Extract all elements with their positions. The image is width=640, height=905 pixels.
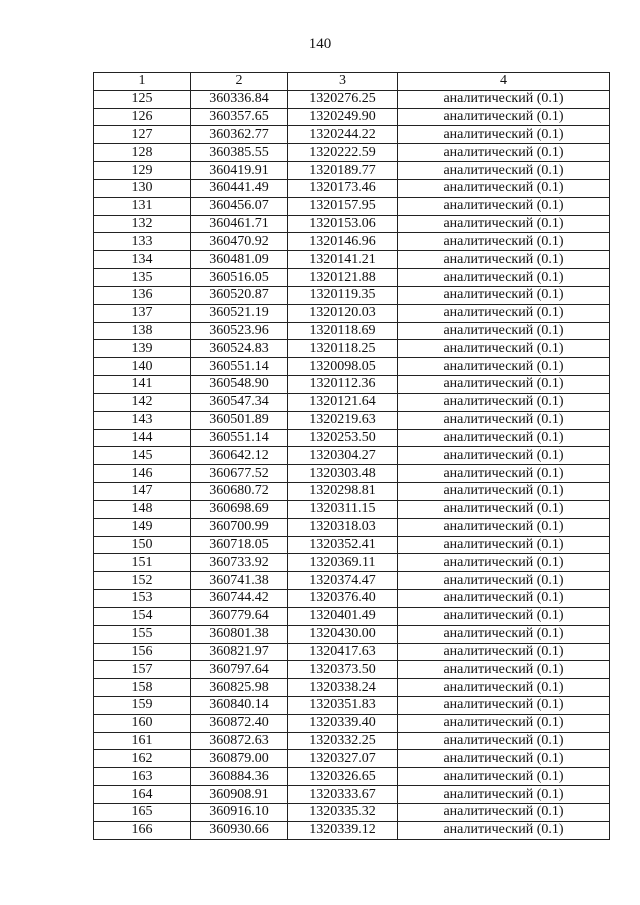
- x-coordinate-cell: 360336.84: [191, 90, 288, 108]
- y-coordinate-cell: 1320120.03: [288, 304, 398, 322]
- row-number-cell: 151: [94, 554, 191, 572]
- method-cell: аналитический (0.1): [398, 376, 610, 394]
- table-row: [94, 803, 610, 821]
- x-coordinate-cell: 360456.07: [191, 197, 288, 215]
- table-row: [94, 590, 610, 608]
- table-row: [94, 411, 610, 429]
- x-coordinate-cell: 360872.63: [191, 732, 288, 750]
- method-cell: аналитический (0.1): [398, 732, 610, 750]
- table-row: [94, 358, 610, 376]
- table-row: [94, 572, 610, 590]
- method-cell: аналитический (0.1): [398, 821, 610, 839]
- table-header-row: [94, 73, 610, 91]
- y-coordinate-cell: 1320332.25: [288, 732, 398, 750]
- table-row: [94, 322, 610, 340]
- x-coordinate-cell: 360441.49: [191, 179, 288, 197]
- x-coordinate-cell: 360677.52: [191, 465, 288, 483]
- coordinates-table: [93, 72, 610, 840]
- x-coordinate-cell: 360357.65: [191, 108, 288, 126]
- method-cell: аналитический (0.1): [398, 572, 610, 590]
- table-row: [94, 286, 610, 304]
- row-number-cell: 149: [94, 518, 191, 536]
- x-coordinate-cell: 360501.89: [191, 411, 288, 429]
- method-cell: аналитический (0.1): [398, 251, 610, 269]
- y-coordinate-cell: 1320157.95: [288, 197, 398, 215]
- y-coordinate-cell: 1320303.48: [288, 465, 398, 483]
- table-row: [94, 786, 610, 804]
- y-coordinate-cell: 1320146.96: [288, 233, 398, 251]
- table-row: [94, 376, 610, 394]
- row-number-cell: 155: [94, 625, 191, 643]
- row-number-cell: 145: [94, 447, 191, 465]
- y-coordinate-cell: 1320298.81: [288, 483, 398, 501]
- x-coordinate-cell: 360642.12: [191, 447, 288, 465]
- method-cell: аналитический (0.1): [398, 803, 610, 821]
- row-number-cell: 150: [94, 536, 191, 554]
- row-number-cell: 157: [94, 661, 191, 679]
- row-number-cell: 126: [94, 108, 191, 126]
- y-coordinate-cell: 1320374.47: [288, 572, 398, 590]
- method-cell: аналитический (0.1): [398, 643, 610, 661]
- row-number-cell: 148: [94, 500, 191, 518]
- method-cell: аналитический (0.1): [398, 197, 610, 215]
- y-coordinate-cell: 1320326.65: [288, 768, 398, 786]
- method-cell: аналитический (0.1): [398, 90, 610, 108]
- method-cell: аналитический (0.1): [398, 162, 610, 180]
- table-row: [94, 144, 610, 162]
- row-number-cell: 129: [94, 162, 191, 180]
- method-cell: аналитический (0.1): [398, 590, 610, 608]
- row-number-cell: 139: [94, 340, 191, 358]
- table-row: [94, 162, 610, 180]
- method-cell: аналитический (0.1): [398, 786, 610, 804]
- y-coordinate-cell: 1320121.88: [288, 269, 398, 287]
- row-number-cell: 132: [94, 215, 191, 233]
- row-number-cell: 158: [94, 679, 191, 697]
- row-number-cell: 160: [94, 714, 191, 732]
- x-coordinate-cell: 360718.05: [191, 536, 288, 554]
- x-coordinate-cell: 360872.40: [191, 714, 288, 732]
- row-number-cell: 134: [94, 251, 191, 269]
- row-number-cell: 140: [94, 358, 191, 376]
- x-coordinate-cell: 360520.87: [191, 286, 288, 304]
- row-number-cell: 141: [94, 376, 191, 394]
- table-row: [94, 661, 610, 679]
- y-coordinate-cell: 1320352.41: [288, 536, 398, 554]
- method-cell: аналитический (0.1): [398, 233, 610, 251]
- table-row: [94, 340, 610, 358]
- method-cell: аналитический (0.1): [398, 714, 610, 732]
- row-number-cell: 138: [94, 322, 191, 340]
- row-number-cell: 144: [94, 429, 191, 447]
- x-coordinate-cell: 360801.38: [191, 625, 288, 643]
- table-row: [94, 643, 610, 661]
- row-number-cell: 146: [94, 465, 191, 483]
- method-cell: аналитический (0.1): [398, 322, 610, 340]
- y-coordinate-cell: 1320430.00: [288, 625, 398, 643]
- row-number-cell: 162: [94, 750, 191, 768]
- y-coordinate-cell: 1320369.11: [288, 554, 398, 572]
- table-body: [94, 90, 610, 839]
- y-coordinate-cell: 1320318.03: [288, 518, 398, 536]
- x-coordinate-cell: 360419.91: [191, 162, 288, 180]
- table-row: [94, 429, 610, 447]
- column-header: 2: [191, 73, 288, 91]
- table-row: [94, 821, 610, 839]
- method-cell: аналитический (0.1): [398, 126, 610, 144]
- table-row: [94, 732, 610, 750]
- y-coordinate-cell: 1320401.49: [288, 607, 398, 625]
- x-coordinate-cell: 360821.97: [191, 643, 288, 661]
- x-coordinate-cell: 360733.92: [191, 554, 288, 572]
- table-row: [94, 269, 610, 287]
- x-coordinate-cell: 360884.36: [191, 768, 288, 786]
- x-coordinate-cell: 360551.14: [191, 358, 288, 376]
- y-coordinate-cell: 1320219.63: [288, 411, 398, 429]
- column-header: 3: [288, 73, 398, 91]
- x-coordinate-cell: 360521.19: [191, 304, 288, 322]
- row-number-cell: 135: [94, 269, 191, 287]
- y-coordinate-cell: 1320333.67: [288, 786, 398, 804]
- table-row: [94, 750, 610, 768]
- x-coordinate-cell: 360385.55: [191, 144, 288, 162]
- method-cell: аналитический (0.1): [398, 696, 610, 714]
- method-cell: аналитический (0.1): [398, 286, 610, 304]
- table-row: [94, 197, 610, 215]
- y-coordinate-cell: 1320351.83: [288, 696, 398, 714]
- x-coordinate-cell: 360524.83: [191, 340, 288, 358]
- method-cell: аналитический (0.1): [398, 768, 610, 786]
- table-row: [94, 304, 610, 322]
- y-coordinate-cell: 1320327.07: [288, 750, 398, 768]
- row-number-cell: 147: [94, 483, 191, 501]
- row-number-cell: 133: [94, 233, 191, 251]
- method-cell: аналитический (0.1): [398, 304, 610, 322]
- method-cell: аналитический (0.1): [398, 144, 610, 162]
- y-coordinate-cell: 1320376.40: [288, 590, 398, 608]
- method-cell: аналитический (0.1): [398, 429, 610, 447]
- y-coordinate-cell: 1320311.15: [288, 500, 398, 518]
- method-cell: аналитический (0.1): [398, 108, 610, 126]
- table-row: [94, 536, 610, 554]
- method-cell: аналитический (0.1): [398, 679, 610, 697]
- table-row: [94, 90, 610, 108]
- table-row: [94, 393, 610, 411]
- row-number-cell: 130: [94, 179, 191, 197]
- table-row: [94, 607, 610, 625]
- y-coordinate-cell: 1320118.25: [288, 340, 398, 358]
- x-coordinate-cell: 360551.14: [191, 429, 288, 447]
- x-coordinate-cell: 360547.34: [191, 393, 288, 411]
- row-number-cell: 165: [94, 803, 191, 821]
- row-number-cell: 161: [94, 732, 191, 750]
- row-number-cell: 153: [94, 590, 191, 608]
- table-row: [94, 108, 610, 126]
- row-number-cell: 127: [94, 126, 191, 144]
- table-row: [94, 126, 610, 144]
- x-coordinate-cell: 360779.64: [191, 607, 288, 625]
- table-row: [94, 554, 610, 572]
- y-coordinate-cell: 1320141.21: [288, 251, 398, 269]
- row-number-cell: 154: [94, 607, 191, 625]
- row-number-cell: 125: [94, 90, 191, 108]
- table-row: [94, 447, 610, 465]
- y-coordinate-cell: 1320189.77: [288, 162, 398, 180]
- y-coordinate-cell: 1320304.27: [288, 447, 398, 465]
- y-coordinate-cell: 1320373.50: [288, 661, 398, 679]
- y-coordinate-cell: 1320244.22: [288, 126, 398, 144]
- table-row: [94, 679, 610, 697]
- method-cell: аналитический (0.1): [398, 179, 610, 197]
- table-row: [94, 233, 610, 251]
- row-number-cell: 137: [94, 304, 191, 322]
- method-cell: аналитический (0.1): [398, 465, 610, 483]
- method-cell: аналитический (0.1): [398, 661, 610, 679]
- row-number-cell: 163: [94, 768, 191, 786]
- method-cell: аналитический (0.1): [398, 607, 610, 625]
- x-coordinate-cell: 360680.72: [191, 483, 288, 501]
- method-cell: аналитический (0.1): [398, 358, 610, 376]
- y-coordinate-cell: 1320417.63: [288, 643, 398, 661]
- y-coordinate-cell: 1320112.36: [288, 376, 398, 394]
- column-header: 1: [94, 73, 191, 91]
- y-coordinate-cell: 1320118.69: [288, 322, 398, 340]
- x-coordinate-cell: 360879.00: [191, 750, 288, 768]
- row-number-cell: 131: [94, 197, 191, 215]
- y-coordinate-cell: 1320276.25: [288, 90, 398, 108]
- method-cell: аналитический (0.1): [398, 625, 610, 643]
- method-cell: аналитический (0.1): [398, 518, 610, 536]
- method-cell: аналитический (0.1): [398, 269, 610, 287]
- table-row: [94, 518, 610, 536]
- x-coordinate-cell: 360523.96: [191, 322, 288, 340]
- x-coordinate-cell: 360908.91: [191, 786, 288, 804]
- row-number-cell: 143: [94, 411, 191, 429]
- y-coordinate-cell: 1320121.64: [288, 393, 398, 411]
- y-coordinate-cell: 1320335.32: [288, 803, 398, 821]
- table-row: [94, 251, 610, 269]
- x-coordinate-cell: 360916.10: [191, 803, 288, 821]
- x-coordinate-cell: 360930.66: [191, 821, 288, 839]
- row-number-cell: 164: [94, 786, 191, 804]
- row-number-cell: 128: [94, 144, 191, 162]
- x-coordinate-cell: 360698.69: [191, 500, 288, 518]
- x-coordinate-cell: 360744.42: [191, 590, 288, 608]
- row-number-cell: 142: [94, 393, 191, 411]
- x-coordinate-cell: 360825.98: [191, 679, 288, 697]
- method-cell: аналитический (0.1): [398, 483, 610, 501]
- x-coordinate-cell: 360700.99: [191, 518, 288, 536]
- y-coordinate-cell: 1320339.40: [288, 714, 398, 732]
- page-number: 140: [308, 36, 332, 52]
- x-coordinate-cell: 360741.38: [191, 572, 288, 590]
- y-coordinate-cell: 1320249.90: [288, 108, 398, 126]
- row-number-cell: 166: [94, 821, 191, 839]
- y-coordinate-cell: 1320339.12: [288, 821, 398, 839]
- method-cell: аналитический (0.1): [398, 447, 610, 465]
- x-coordinate-cell: 360548.90: [191, 376, 288, 394]
- table-row: [94, 696, 610, 714]
- row-number-cell: 136: [94, 286, 191, 304]
- x-coordinate-cell: 360797.64: [191, 661, 288, 679]
- table-row: [94, 483, 610, 501]
- x-coordinate-cell: 360362.77: [191, 126, 288, 144]
- method-cell: аналитический (0.1): [398, 750, 610, 768]
- y-coordinate-cell: 1320222.59: [288, 144, 398, 162]
- table-row: [94, 768, 610, 786]
- y-coordinate-cell: 1320338.24: [288, 679, 398, 697]
- y-coordinate-cell: 1320253.50: [288, 429, 398, 447]
- table-row: [94, 215, 610, 233]
- table-row: [94, 465, 610, 483]
- x-coordinate-cell: 360461.71: [191, 215, 288, 233]
- y-coordinate-cell: 1320173.46: [288, 179, 398, 197]
- table-row: [94, 179, 610, 197]
- method-cell: аналитический (0.1): [398, 500, 610, 518]
- row-number-cell: 156: [94, 643, 191, 661]
- method-cell: аналитический (0.1): [398, 393, 610, 411]
- method-cell: аналитический (0.1): [398, 340, 610, 358]
- table-row: [94, 714, 610, 732]
- row-number-cell: 159: [94, 696, 191, 714]
- method-cell: аналитический (0.1): [398, 411, 610, 429]
- y-coordinate-cell: 1320098.05: [288, 358, 398, 376]
- method-cell: аналитический (0.1): [398, 536, 610, 554]
- x-coordinate-cell: 360840.14: [191, 696, 288, 714]
- y-coordinate-cell: 1320153.06: [288, 215, 398, 233]
- table-row: [94, 500, 610, 518]
- row-number-cell: 152: [94, 572, 191, 590]
- y-coordinate-cell: 1320119.35: [288, 286, 398, 304]
- column-header: 4: [398, 73, 610, 91]
- x-coordinate-cell: 360516.05: [191, 269, 288, 287]
- x-coordinate-cell: 360470.92: [191, 233, 288, 251]
- table-row: [94, 625, 610, 643]
- x-coordinate-cell: 360481.09: [191, 251, 288, 269]
- method-cell: аналитический (0.1): [398, 215, 610, 233]
- method-cell: аналитический (0.1): [398, 554, 610, 572]
